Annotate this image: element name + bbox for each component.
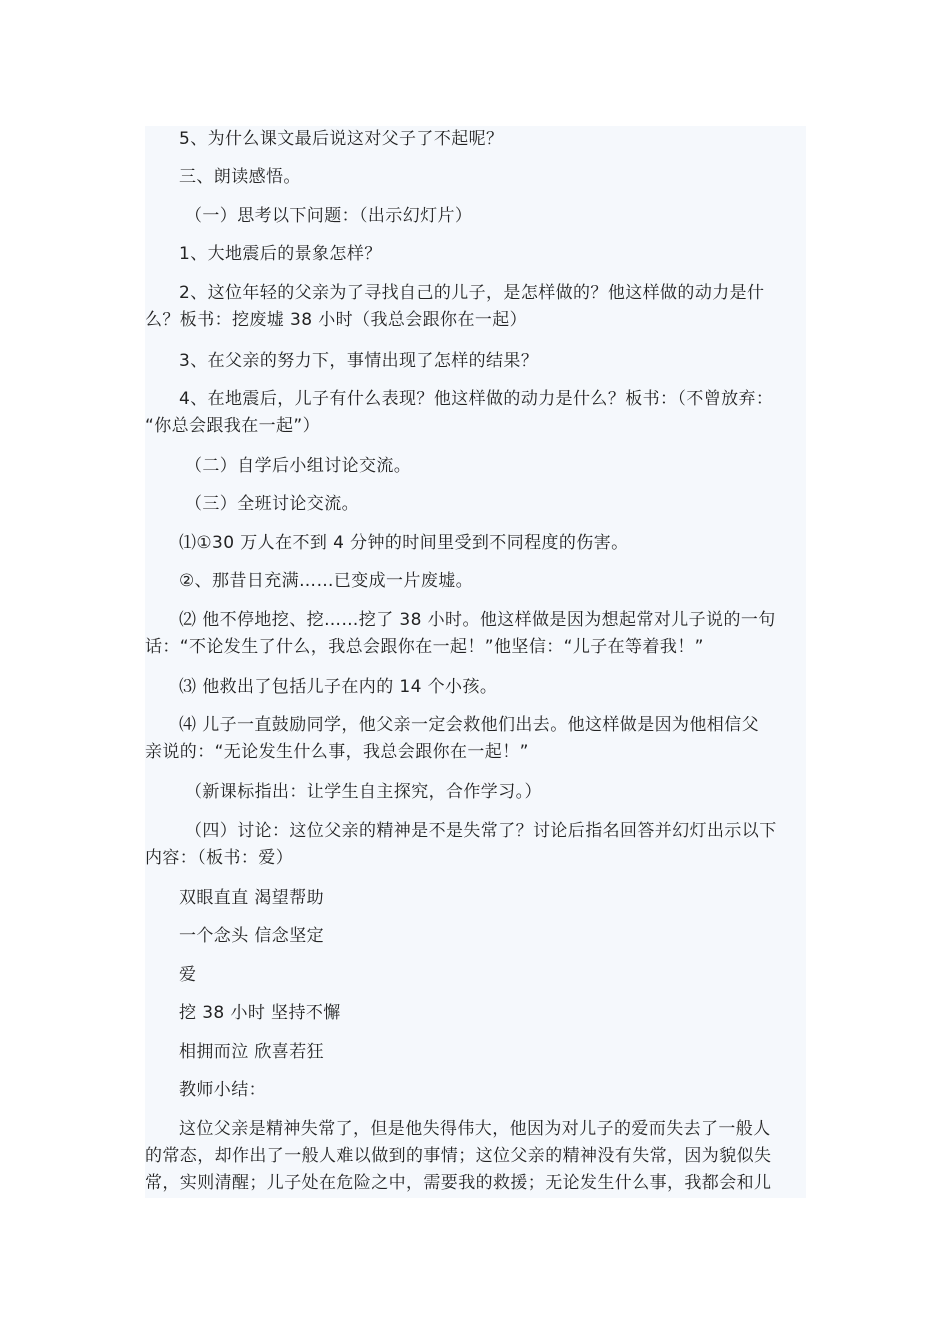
subsection-heading-2: （二）自学后小组讨论交流。 [185,456,412,476]
question-4-line-2: “你总会跟我在一起”） [145,416,321,436]
summary-line-3: 常，实则清醒；儿子处在危险之中，需要我的救援；无论发生什么事，我都会和儿 [145,1173,772,1193]
board-line-1: 双眼直直 渴望帮助 [179,888,325,908]
answer-3: ⑶ 他救出了包括儿子在内的 14 个小孩。 [179,677,498,697]
section-heading-3: 三、朗读感悟。 [179,167,301,187]
document-body [145,126,806,1198]
answer-2 [145,607,806,661]
question-2 [145,280,806,334]
question-2-line-2: 么？板书：挖废墟 38 小时（我总会跟你在一起） [145,310,528,330]
discussion-4-line-1: （四）讨论：这位父亲的精神是不是失常了？讨论后指名回答并幻灯出示以下 [185,821,777,841]
board-line-3: 挖 38 小时 坚持不懈 [179,1003,341,1023]
summary-line-1: 这位父亲是精神失常了，但是他失得伟大，他因为对儿子的爱而失去了一般人 [179,1119,771,1139]
answer-1a: ⑴①30 万人在不到 4 分钟的时间里受到不同程度的伤害。 [179,533,629,553]
teacher-summary-heading: 教师小结： [179,1080,266,1100]
summary-line-2: 的常态，却作出了一般人难以做到的事情；这位父亲的精神没有失常，因为貌似失 [145,1146,772,1166]
subsection-heading-3: （三）全班讨论交流。 [185,494,359,514]
answer-2-line-2: 话：“不论发生了什么，我总会跟你在一起！”他坚信：“儿子在等着我！” [145,637,704,657]
question-2-line-1: 2、这位年轻的父亲为了寻找自己的儿子，是怎样做的？他这样做的动力是什 [179,283,765,303]
question-4 [145,386,806,440]
board-line-2: 一个念头 信念坚定 [179,926,325,946]
answer-1b: ②、那昔日充满……已变成一片废墟。 [179,571,474,591]
answer-4-line-2: 亲说的：“无论发生什么事，我总会跟你在一起！” [145,742,529,762]
question-4-line-1: 4、在地震后，儿子有什么表现？他这样做的动力是什么？板书：（不曾放弃： [179,389,774,409]
answer-4 [145,712,806,766]
subsection-heading-1: （一）思考以下问题：（出示幻灯片） [185,206,473,226]
discussion-4-line-2: 内容：（板书：爱） [145,848,294,868]
answer-2-line-1: ⑵ 他不停地挖、挖……挖了 38 小时。他这样做是因为想起常对儿子说的一句 [179,610,776,630]
curriculum-note: （新课标指出：让学生自主探究，合作学习。） [185,782,542,802]
question-1: 1、大地震后的景象怎样？ [179,244,382,264]
board-line-4: 相拥而泣 欣喜若狂 [179,1042,325,1062]
board-center-love: 爱 [179,965,197,985]
question-3: 3、在父亲的努力下，事情出现了怎样的结果？ [179,351,539,371]
answer-4-line-1: ⑷ 儿子一直鼓励同学，他父亲一定会救他们出去。他这样做是因为他相信父 [179,715,760,735]
teacher-summary-text [145,1116,806,1197]
discussion-4 [145,818,806,872]
question-5: 5、为什么课文最后说这对父子了不起呢？ [179,129,504,149]
